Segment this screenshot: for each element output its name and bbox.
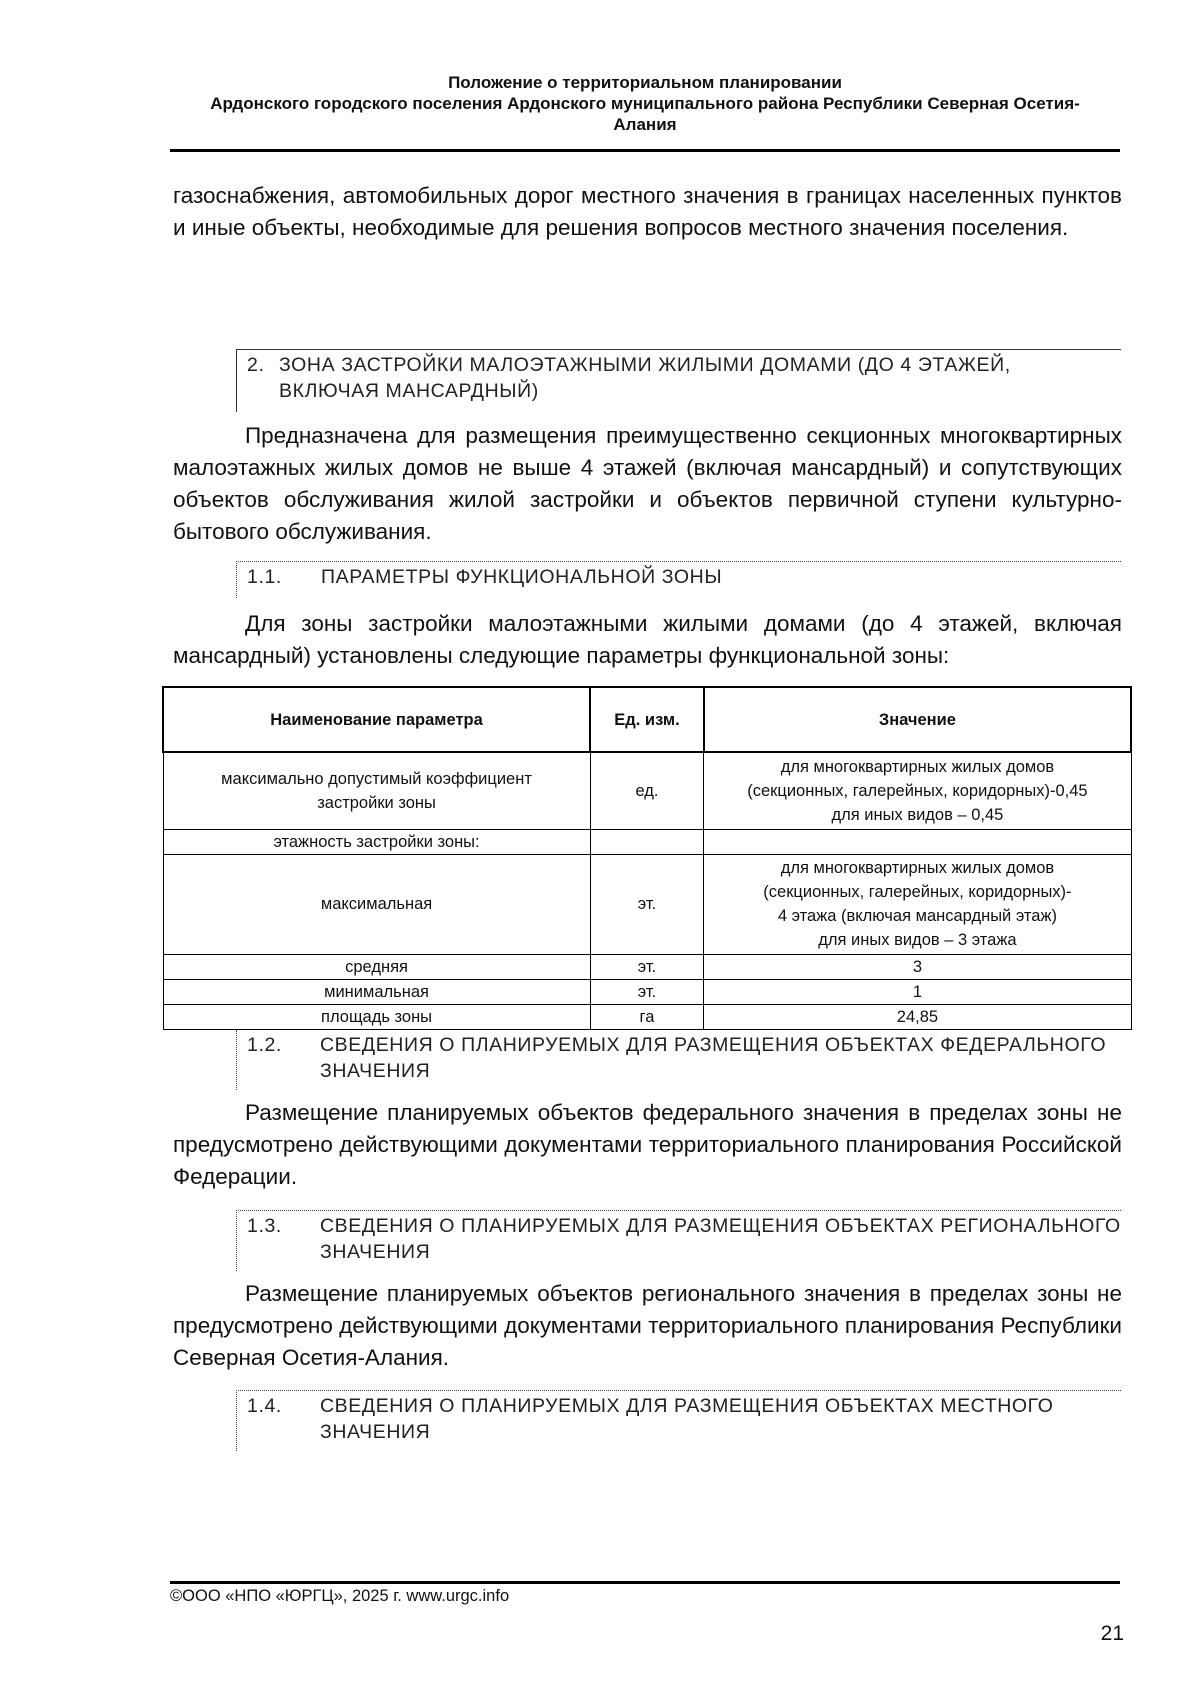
footer-copyright: ©ООО «НПО «ЮРГЦ», 2025 г. www.urgc.info	[170, 1587, 510, 1605]
subsection-1-4-title-line-2: ЗНАЧЕНИЯ	[320, 1421, 431, 1443]
subsection-1-2-number: 1.2.	[247, 1034, 282, 1056]
subsection-1-4-title-line-1: СВЕДЕНИЯ О ПЛАНИРУЕМЫХ ДЛЯ РАЗМЕЩЕНИЯ ОБЪЕКТАХ МЕСТНОГО	[320, 1395, 1054, 1417]
section-2-number: 2.	[247, 354, 265, 376]
header-divider	[170, 149, 1120, 152]
page-number: 21	[1100, 1622, 1124, 1645]
param-cell: площадь зоны	[163, 1004, 590, 1029]
value-text: для многоквартирных жилых домов	[780, 757, 1055, 776]
value-text: (секционных, галерейных, коридорных)-	[763, 883, 1072, 901]
subsection-1-4-heading	[236, 1390, 1121, 1451]
value-cell	[704, 829, 1131, 854]
param-cell: максимальная	[163, 854, 590, 954]
value-cell: 3	[704, 954, 1131, 979]
subsection-1-3-title-line-2: ЗНАЧЕНИЯ	[320, 1241, 431, 1263]
value-cell	[704, 854, 1131, 954]
subsection-1-3-heading	[236, 1210, 1121, 1271]
section-2-title-line-1: ЗОНА ЗАСТРОЙКИ МАЛОЭТАЖНЫМИ ЖИЛЫМИ ДОМАМИ (ДО 4 ЭТАЖЕЙ,	[279, 354, 1011, 376]
param-text: застройки зоны	[317, 793, 436, 812]
intro-paragraph: газоснабжения, автомобильных дорог местного значения в границах населенных пунктов и иные объекты, необходимые для решения вопросов местного значения поселения.	[173, 183, 1122, 240]
page-header	[170, 72, 1120, 135]
param-text: максимально допустимый коэффициент	[221, 769, 532, 788]
subsection-1-3-text: Размещение планируемых объектов регионального значения в пределах зоны не предусмотрено действующими документами территориального планирования Республики Северная Осетия-Алания.	[173, 1281, 1122, 1370]
subsection-1-1-title: ПАРАМЕТРЫ ФУНКЦИОНАЛЬНОЙ ЗОНЫ	[321, 566, 723, 588]
footer-divider	[170, 1581, 1120, 1584]
subsection-1-4-number: 1.4.	[247, 1395, 282, 1417]
subsection-1-2-title-line-1: СВЕДЕНИЯ О ПЛАНИРУЕМЫХ ДЛЯ РАЗМЕЩЕНИЯ ОБЪЕКТАХ ФЕДЕРАЛЬНОГО	[320, 1034, 1107, 1056]
section-2-heading	[236, 349, 1121, 412]
unit-cell: ед.	[590, 752, 704, 829]
param-cell: этажность застройки зоны:	[163, 829, 590, 854]
table-row	[163, 752, 1131, 829]
table-row	[163, 1004, 1131, 1029]
subsection-1-3-title-line-1: СВЕДЕНИЯ О ПЛАНИРУЕМЫХ ДЛЯ РАЗМЕЩЕНИЯ ОБЪЕКТАХ РЕГИОНАЛЬНОГО	[320, 1215, 1121, 1237]
subsection-1-1-heading	[236, 561, 1121, 598]
subsection-1-2-title-line-2: ЗНАЧЕНИЯ	[320, 1060, 431, 1082]
header-unit: Ед. изм.	[590, 687, 704, 752]
table-header-row	[163, 687, 1131, 752]
table-row	[163, 854, 1131, 954]
header-value: Значение	[704, 687, 1131, 752]
param-cell: минимальная	[163, 979, 590, 1004]
value-cell: 1	[704, 979, 1131, 1004]
header-line-1: Положение о территориальном планировании	[448, 73, 842, 92]
zone-parameters-table	[162, 686, 1132, 1030]
subsection-1-2-text: Размещение планируемых объектов федерального значения в пределах зоны не предусмотрено действующими документами территориального планирования Российской Федерации.	[173, 1100, 1122, 1189]
unit-cell: га	[590, 1004, 704, 1029]
header-param: Наименование параметра	[163, 687, 590, 752]
value-text: для многоквартирных жилых домов	[780, 859, 1055, 877]
subsection-1-1-intro: Для зоны застройки малоэтажными жилыми домами (до 4 этажей, включая мансардный) установлены следующие параметры функциональной зоны:	[173, 611, 1122, 668]
section-2-description: Предназначена для размещения преимущественно секционных многоквартирных малоэтажных жилых домов не выше 4 этажей (включая мансардный) и сопутствующих объектов обслуживания жилой застройки и объектов первичной ступени культурно-бытового обслуживания.	[173, 423, 1122, 544]
subsection-1-1-number: 1.1.	[247, 566, 282, 588]
unit-cell	[590, 829, 704, 854]
param-cell: средняя	[163, 954, 590, 979]
table-row	[163, 979, 1131, 1004]
subsection-1-2-heading	[236, 1030, 1121, 1090]
unit-cell: эт.	[590, 854, 704, 954]
value-text: (секционных, галерейных, коридорных)-0,45	[747, 781, 1088, 800]
param-cell	[163, 752, 590, 829]
table-row	[163, 829, 1131, 854]
value-text: для иных видов – 0,45	[831, 805, 1004, 824]
unit-cell: эт.	[590, 979, 704, 1004]
subsection-1-3-number: 1.3.	[247, 1215, 282, 1237]
table-row	[163, 954, 1131, 979]
value-cell	[704, 752, 1131, 829]
header-line-2: Ардонского городского поселения Ардонского муниципального района Республики Северная Осетия-	[210, 94, 1080, 113]
value-text: для иных видов – 3 этажа	[818, 931, 1017, 949]
value-cell: 24,85	[704, 1004, 1131, 1029]
unit-cell: эт.	[590, 954, 704, 979]
value-text: 4 этажа (включая мансардный этаж)	[777, 907, 1057, 925]
header-line-3: Алания	[613, 115, 677, 134]
section-2-title-line-2: ВКЛЮЧАЯ МАНСАРДНЫЙ)	[279, 380, 539, 402]
